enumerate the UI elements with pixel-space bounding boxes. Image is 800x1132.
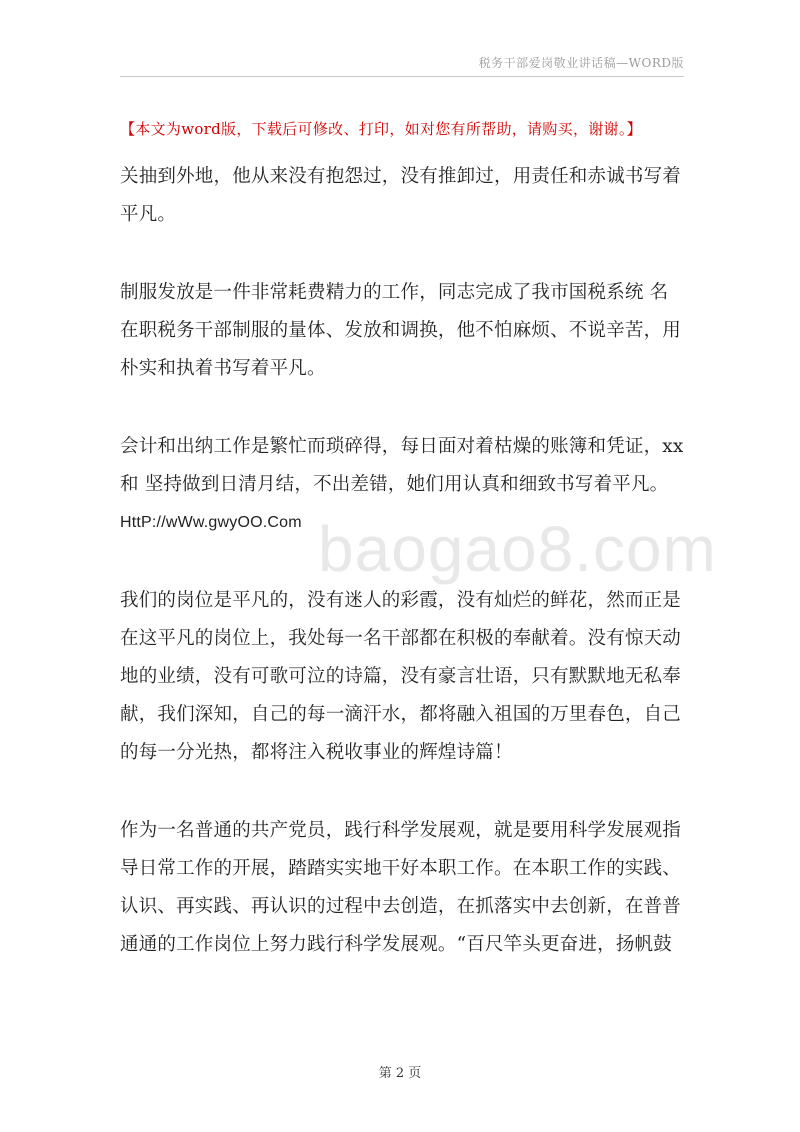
source-url: HttP://wWw.gwyOO.Com [120,514,302,531]
text-line: 作为一名普通的共产党员，践行科学发展观，就是要用科学发展观指 [120,820,682,841]
purchase-notice: 【本文为word版，下载后可修改、打印，如对您有所帮助，请购买，谢谢。】 [120,120,642,138]
header-divider [120,76,684,77]
text-line: 认识、再实践、再认识的过程中去创造，在抓落实中去创新，在普普 [120,896,682,917]
text-line: 导日常工作的开展，踏踏实实地干好本职工作。在本职工作的实践、 [120,858,682,879]
paragraph [120,582,686,772]
text-line: 在职税务干部制服的量体、发放和调换，他不怕麻烦、不说辛苦，用 [120,320,682,341]
document-body [120,158,686,964]
paragraph-gap [120,772,686,812]
paragraph [120,274,686,388]
watermark: baogao8.com [318,513,717,585]
paragraph-gap [120,234,686,274]
text-line: 我们的岗位是平凡的，没有迷人的彩霞，没有灿烂的鲜花，然而正是 [120,590,682,611]
text-line: 平凡。 [120,204,177,225]
paragraph-gap [120,542,686,582]
paragraph [120,428,686,542]
text-line: 的每一分光热，都将注入税收事业的辉煌诗篇！ [120,742,513,763]
text-line: 关抽到外地，他从来没有抱怨过，没有推卸过，用责任和赤诚书写着 [120,166,682,187]
text-line: 地的业绩，没有可歌可泣的诗篇，没有豪言壮语，只有默默地无私奉 [120,666,682,687]
text-line: 和 坚持做到日清月结，不出差错，她们用认真和细致书写着平凡。 [120,474,669,495]
text-line: 在这平凡的岗位上，我处每一名干部都在积极的奉献着。没有惊天动 [120,628,682,649]
text-line: 献，我们深知，自己的每一滴汗水，都将融入祖国的万里春色，自己 [120,704,682,725]
paragraph [120,158,686,234]
text-line: 通通的工作岗位上努力践行科学发展观。“百尺竿头更奋进，扬帆鼓 [120,934,672,955]
text-line: 制服发放是一件非常耗费精力的工作，同志完成了我市国税系统 名 [120,282,669,303]
text-line: 会计和出纳工作是繁忙而琐碎得，每日面对着枯燥的账簿和凭证，xx [120,436,684,457]
paragraph [120,812,686,964]
paragraph-gap [120,388,686,428]
document-header: 税务干部爱岗敬业讲话稿—WORD版 [478,56,684,70]
text-line: 朴实和执着书写着平凡。 [120,358,326,379]
page-number: 第 2 页 [378,1066,422,1081]
